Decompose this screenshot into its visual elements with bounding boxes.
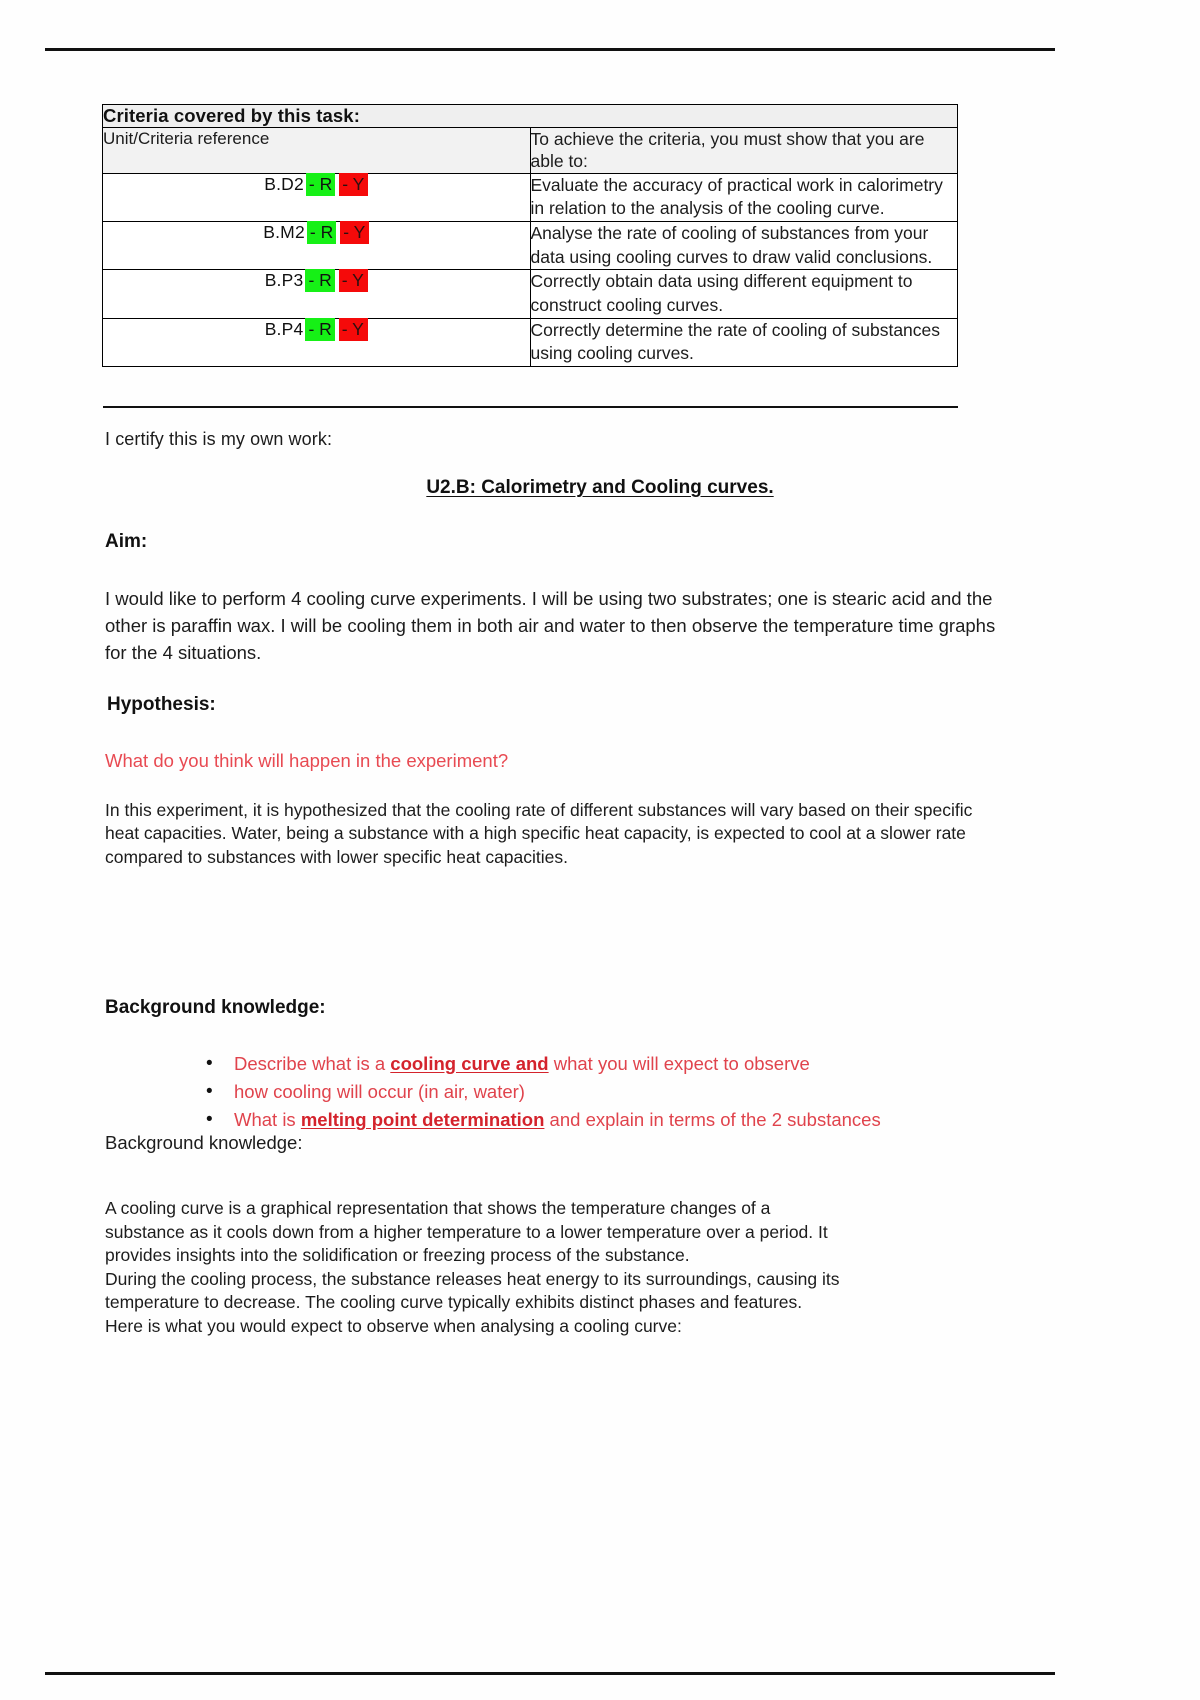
page-title [0, 477, 1200, 499]
green-marker: - R [306, 173, 335, 196]
criteria-description-line-1: Analyse the rate of cooling of substances from your [530, 223, 929, 244]
criteria-table [102, 104, 958, 367]
hypothesis-prompt: What do you think will happen in the experiment? [105, 750, 509, 771]
table-row [103, 270, 958, 318]
green-marker: - R [305, 269, 334, 292]
top-horizontal-rule [45, 48, 1055, 51]
bullet-text-pre: Describe what is a [234, 1053, 391, 1074]
criteria-code: B.M2 [263, 222, 305, 243]
page-title-text: U2.B: Calorimetry and Cooling curves. [426, 477, 774, 498]
bottom-horizontal-rule [45, 1672, 1055, 1675]
red-marker: - Y [340, 221, 369, 244]
hypothesis-heading: Hypothesis: [107, 694, 216, 715]
cooling-curve-line-6: Here is what you would expect to observe when analysing a cooling curve: [105, 1315, 682, 1336]
criteria-table-title: Criteria covered by this task: [103, 105, 958, 128]
criteria-code: B.P3 [264, 270, 304, 291]
cooling-curve-line-3: provides insights into the solidification or freezing process of the substance. [105, 1245, 690, 1266]
criteria-code: B.D2 [264, 173, 304, 194]
criteria-description: Correctly determine the rate of cooling of substances using cooling curves. [530, 318, 958, 366]
aim-heading: Aim: [105, 531, 148, 552]
table-row [103, 222, 958, 270]
list-item [196, 1078, 1006, 1106]
green-marker: - R [305, 318, 334, 341]
table-subheader-row [103, 128, 958, 174]
table-row [103, 318, 958, 366]
bullet-icon: • [206, 1053, 213, 1074]
criteria-code-cell [103, 318, 531, 366]
bullet-icon: • [206, 1081, 213, 1103]
bullet-text-post: what you will expect to observe [548, 1053, 810, 1074]
cooling-curve-paragraph [105, 1197, 995, 1338]
table-header-row [103, 105, 958, 128]
red-marker: - Y [339, 269, 368, 292]
criteria-description [530, 222, 958, 270]
criteria-code-cell [103, 270, 531, 318]
list-item [196, 1050, 1006, 1078]
hypothesis-body: In this experiment, it is hypothesized that the cooling rate of different substances will vary based on their specific heat capacities. Water, being a substance with a high specific heat capacity, is expected to cool at a slower rate compared to substances with lower specific heat capacities. [105, 800, 973, 867]
background-knowledge-heading: Background knowledge: [105, 997, 326, 1018]
criteria-code-cell [103, 173, 531, 221]
cooling-curve-line-2: substance as it cools down from a higher temperature to a lower temperature over a period. It [105, 1221, 828, 1242]
background-knowledge-bullet-list [196, 1050, 1006, 1134]
bullet-text-emphasis: melting point determination [300, 1109, 545, 1131]
criteria-description: Correctly obtain data using different equipment to construct cooling curves. [530, 270, 958, 318]
red-marker: - Y [339, 173, 368, 196]
criteria-description-line-2: data using cooling curves to draw valid conclusions. [530, 246, 933, 267]
bullet-icon: • [206, 1109, 213, 1131]
criteria-description: Evaluate the accuracy of practical work in calorimetry in relation to the analysis of the cooling curve. [530, 173, 958, 221]
bullet-text-emphasis: cooling curve and [390, 1053, 549, 1074]
red-marker: - Y [339, 318, 368, 341]
green-marker: - R [307, 221, 336, 244]
section-divider-rule [103, 406, 958, 408]
bullet-text-post: and explain in terms of the 2 substances [544, 1109, 881, 1131]
list-item [196, 1106, 1006, 1134]
cooling-curve-line-5: temperature to decrease. The cooling curve typically exhibits distinct phases and features. [105, 1292, 803, 1313]
table-row [103, 173, 958, 221]
aim-body: I would like to perform 4 cooling curve experiments. I will be using two substrates; one is stearic acid and the other is paraffin wax. I will be cooling them in both air and water to then observe the temperature time graphs for the 4 situations. [105, 588, 996, 664]
column-header-reference: Unit/Criteria reference [103, 128, 531, 174]
criteria-code-cell [103, 222, 531, 270]
cooling-curve-line-1: A cooling curve is a graphical representation that shows the temperature changes of a [105, 1198, 771, 1218]
background-knowledge-label-repeat: Background knowledge: [105, 1132, 303, 1153]
cooling-curve-line-4: During the cooling process, the substance releases heat energy to its surroundings, causing its [105, 1268, 840, 1289]
criteria-code: B.P4 [264, 318, 304, 339]
bullet-text-pre: What is [234, 1109, 301, 1131]
bullet-text-pre: how cooling will occur (in air, water) [234, 1081, 525, 1103]
certification-line: I certify this is my own work: [105, 429, 333, 449]
column-header-description: To achieve the criteria, you must show that you are able to: [530, 128, 958, 174]
